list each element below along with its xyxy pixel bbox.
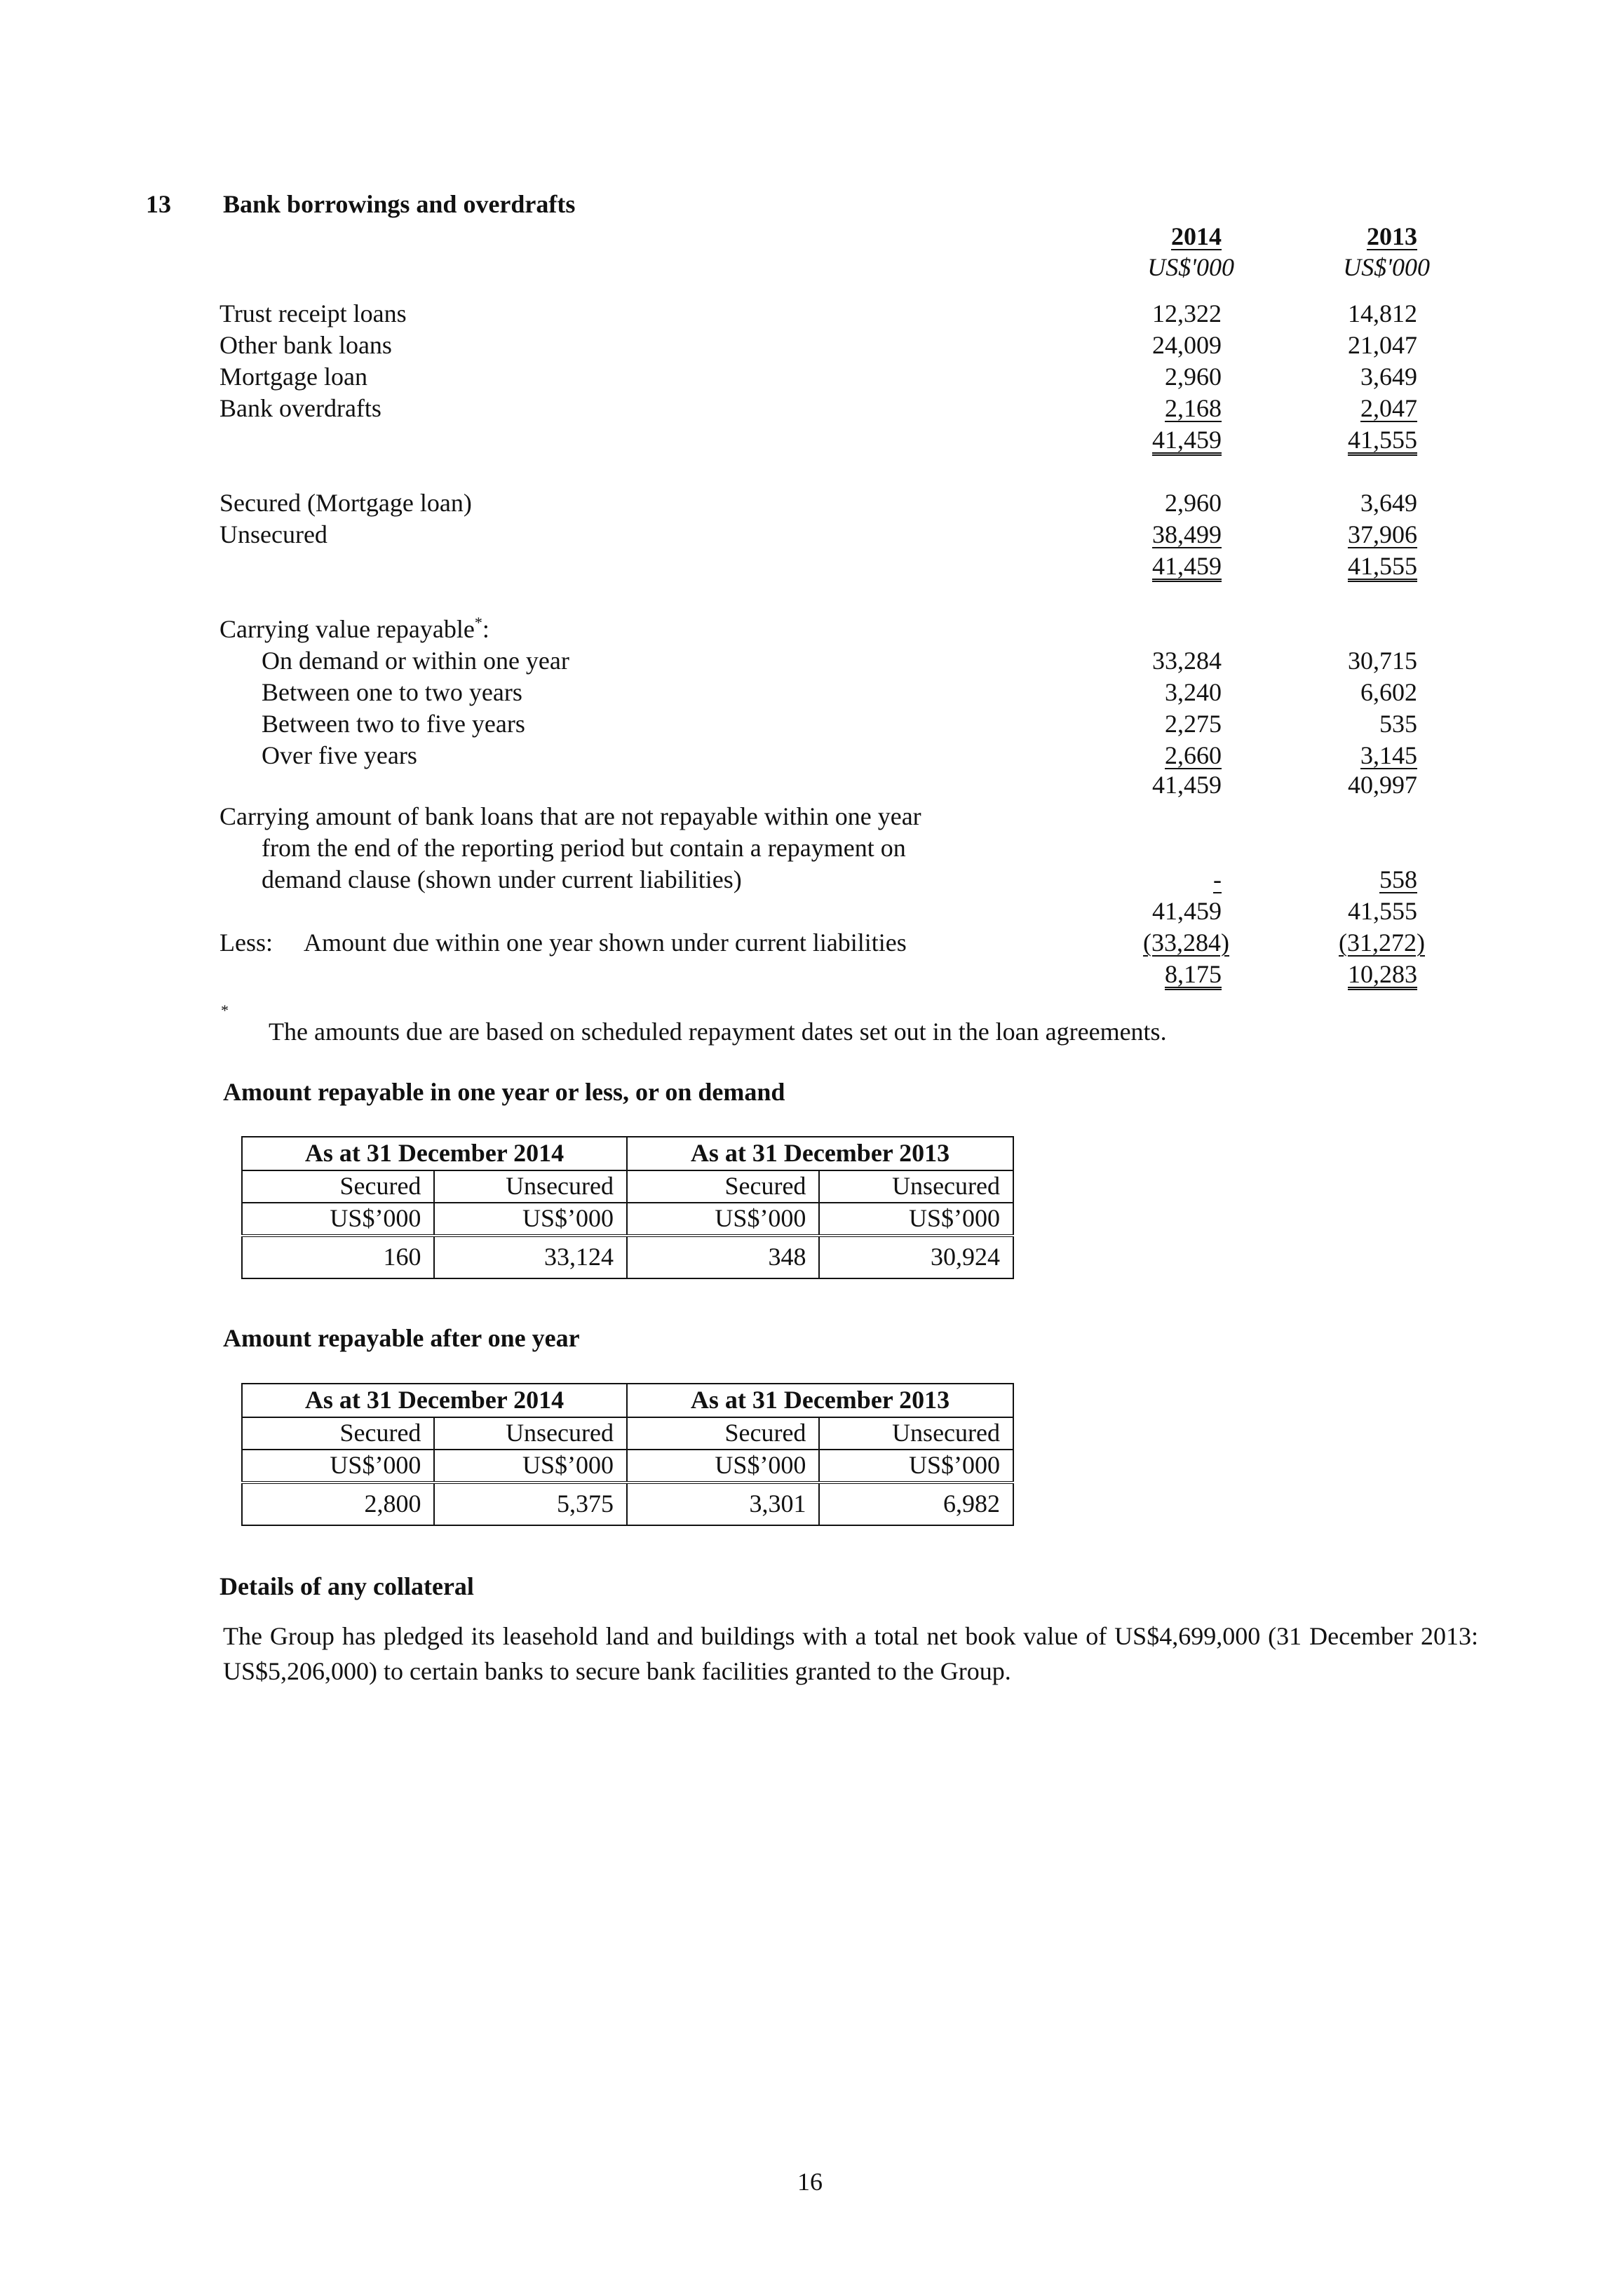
table1-unit: US$’000 — [819, 1203, 1013, 1236]
row-label-on-demand: On demand or within one year — [262, 647, 569, 675]
one-to-two-2014: 3,240 — [1165, 678, 1222, 706]
table1-col-unsecured-2013: Unsecured — [819, 1170, 1013, 1203]
not-repayable-line1: Carrying amount of bank loans that are not repayable within one year — [219, 802, 921, 830]
total-after-2014: 41,459 — [1152, 897, 1222, 925]
bank-overdrafts-2013: 2,047 — [1360, 394, 1417, 422]
other-bank-loans-2014: 24,009 — [1152, 331, 1222, 359]
less-label: Amount due within one year shown under current liabilities — [304, 928, 907, 957]
table1-period-2013: As at 31 December 2013 — [627, 1137, 1013, 1170]
table1-value: 33,124 — [434, 1236, 627, 1278]
table2-col-unsecured-2013: Unsecured — [819, 1417, 1013, 1450]
secured-2013: 3,649 — [1360, 489, 1417, 517]
table2-title: Amount repayable after one year — [223, 1324, 580, 1352]
mortgage-loan-2013: 3,649 — [1360, 363, 1417, 391]
table2-col-secured-2014: Secured — [242, 1417, 434, 1450]
table-repayable-after-one-year — [241, 1383, 1014, 1526]
two-to-five-2013: 535 — [1379, 710, 1417, 738]
table2-col-unsecured-2014: Unsecured — [434, 1417, 627, 1450]
table2-value: 3,301 — [627, 1483, 819, 1525]
asterisk-mark: * — [474, 614, 482, 631]
footnote-text: The amounts due are based on scheduled repayment dates set out in the loan agreements. — [269, 1018, 1167, 1046]
unit-2013: US$'000 — [1343, 253, 1430, 281]
table1-title: Amount repayable in one year or less, or on demand — [223, 1078, 785, 1106]
row-label-bank-overdrafts: Bank overdrafts — [219, 394, 381, 422]
table2-value: 6,982 — [819, 1483, 1013, 1525]
total-after-2013: 41,555 — [1348, 897, 1417, 925]
table1-unit: US$’000 — [242, 1203, 434, 1236]
borrowings-total-2014: 41,459 — [1152, 426, 1222, 454]
less-2013: (31,272) — [1339, 928, 1425, 957]
unit-2014: US$'000 — [1147, 253, 1234, 281]
header-2013: 2013 — [1367, 222, 1417, 250]
row-label-over-five: Over five years — [262, 741, 417, 769]
table2-period-2014: As at 31 December 2014 — [242, 1384, 627, 1417]
table-repayable-within-one-year — [241, 1136, 1014, 1279]
trust-receipt-2013: 14,812 — [1348, 299, 1417, 327]
less-prefix: Less: — [219, 928, 273, 957]
not-repayable-2014: - — [1213, 865, 1222, 893]
unsecured-2013: 37,906 — [1348, 520, 1417, 548]
row-label-mortgage-loan: Mortgage loan — [219, 363, 367, 391]
section-title: Bank borrowings and overdrafts — [223, 190, 576, 218]
not-repayable-2013: 558 — [1379, 865, 1417, 893]
table1-col-unsecured-2014: Unsecured — [434, 1170, 627, 1203]
table1-unit: US$’000 — [434, 1203, 627, 1236]
mortgage-loan-2014: 2,960 — [1165, 363, 1222, 391]
table2-col-secured-2013: Secured — [627, 1417, 819, 1450]
net-2014: 8,175 — [1165, 960, 1222, 988]
table1-value: 160 — [242, 1236, 434, 1278]
not-repayable-line2: from the end of the reporting period but contain a repayment on — [262, 834, 906, 862]
secured-2014: 2,960 — [1165, 489, 1222, 517]
table1-value: 348 — [627, 1236, 819, 1278]
table2-unit: US$’000 — [434, 1450, 627, 1483]
security-total-2014: 41,459 — [1152, 552, 1222, 580]
security-total-2013: 41,555 — [1348, 552, 1417, 580]
table2-unit: US$’000 — [242, 1450, 434, 1483]
table2-value: 2,800 — [242, 1483, 434, 1525]
on-demand-2014: 33,284 — [1152, 647, 1222, 675]
net-2013: 10,283 — [1348, 960, 1417, 988]
over-five-2013: 3,145 — [1360, 741, 1417, 769]
bank-overdrafts-2014: 2,168 — [1165, 394, 1222, 422]
row-label-trust-receipt: Trust receipt loans — [219, 299, 407, 327]
table2-unit: US$’000 — [819, 1450, 1013, 1483]
table2-value: 5,375 — [434, 1483, 627, 1525]
footnote-mark: * — [221, 1001, 229, 1019]
collateral-title: Details of any collateral — [219, 1572, 474, 1600]
row-label-unsecured: Unsecured — [219, 520, 327, 548]
repayable-heading: Carrying value repayable*: — [219, 614, 489, 643]
two-to-five-2014: 2,275 — [1165, 710, 1222, 738]
table1-period-2014: As at 31 December 2014 — [242, 1137, 627, 1170]
table1-col-secured-2013: Secured — [627, 1170, 819, 1203]
row-label-other-bank-loans: Other bank loans — [219, 331, 392, 359]
less-2014: (33,284) — [1143, 928, 1229, 957]
row-label-two-to-five: Between two to five years — [262, 710, 525, 738]
repayable-subtotal-2013: 40,997 — [1348, 771, 1417, 799]
row-label-one-to-two: Between one to two years — [262, 678, 522, 706]
table1-value: 30,924 — [819, 1236, 1013, 1278]
trust-receipt-2014: 12,322 — [1152, 299, 1222, 327]
over-five-2014: 2,660 — [1165, 741, 1222, 769]
table2-unit: US$’000 — [627, 1450, 819, 1483]
header-2014: 2014 — [1171, 222, 1222, 250]
repayable-subtotal-2014: 41,459 — [1152, 771, 1222, 799]
borrowings-total-2013: 41,555 — [1348, 426, 1417, 454]
not-repayable-line3: demand clause (shown under current liabilities) — [262, 865, 742, 893]
row-label-secured: Secured (Mortgage loan) — [219, 489, 472, 517]
one-to-two-2013: 6,602 — [1360, 678, 1417, 706]
other-bank-loans-2013: 21,047 — [1348, 331, 1417, 359]
page-number: 16 — [797, 2168, 823, 2196]
unsecured-2014: 38,499 — [1152, 520, 1222, 548]
table1-unit: US$’000 — [627, 1203, 819, 1236]
collateral-text: The Group has pledged its leasehold land and buildings with a total net book value of US$4,699,000 (31 December 2013: US$5,206,000) to certain banks to secure bank facilities granted to the Group. — [223, 1622, 1478, 1685]
table1-col-secured-2014: Secured — [242, 1170, 434, 1203]
table2-period-2013: As at 31 December 2013 — [627, 1384, 1013, 1417]
on-demand-2013: 30,715 — [1348, 647, 1417, 675]
section-number: 13 — [146, 190, 171, 218]
